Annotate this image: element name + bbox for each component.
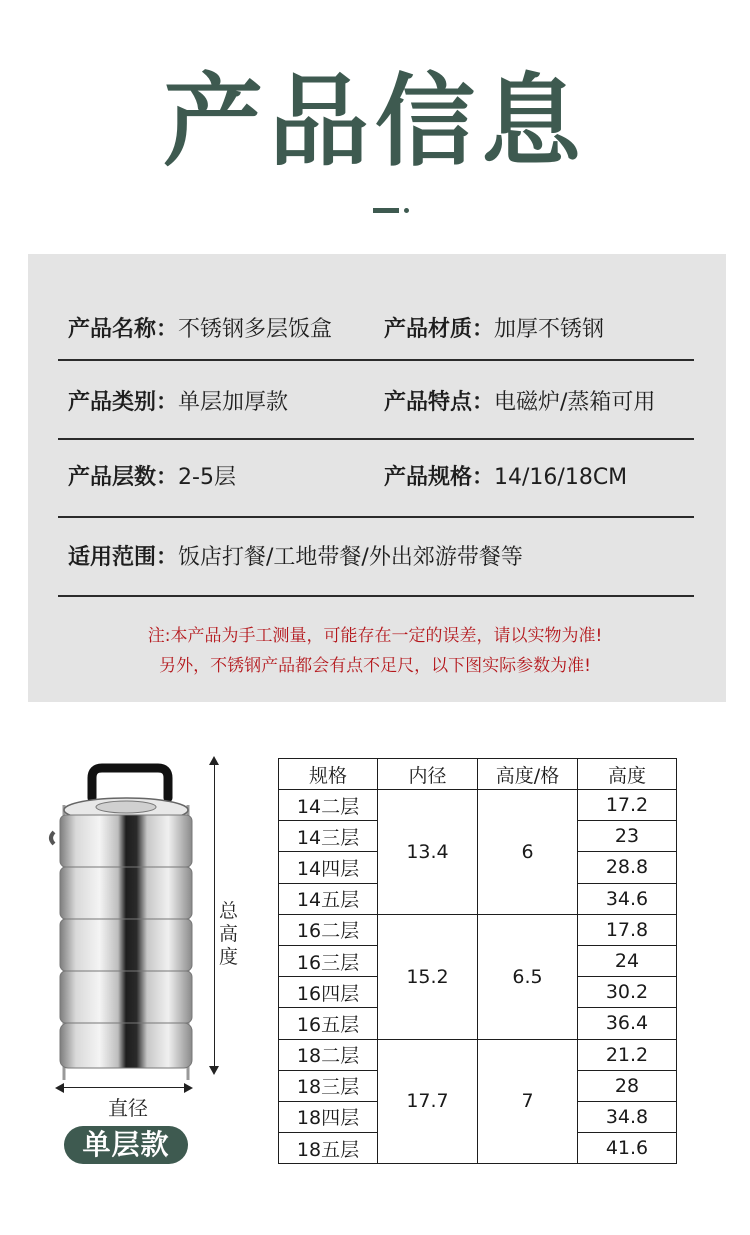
row-divider (58, 516, 694, 518)
info-value: 电磁炉/蒸箱可用 (494, 390, 656, 415)
height-cell: 17.8 (578, 914, 677, 945)
info-value: 单层加厚款 (178, 390, 289, 415)
inner-diameter-cell: 17.7 (378, 1039, 478, 1164)
height-cell: 41.6 (578, 1133, 677, 1164)
table-row (279, 914, 677, 945)
info-item-name (68, 315, 332, 345)
title-divider (373, 208, 399, 213)
row-divider (58, 595, 694, 597)
layer-height-cell: 6 (478, 790, 578, 915)
info-label: 产品层数： (68, 465, 179, 490)
lunchbox-illustration (40, 760, 240, 1090)
height-cell: 21.2 (578, 1039, 677, 1070)
info-value: 2-5层 (178, 465, 236, 490)
spec-cell: 16三层 (279, 945, 378, 976)
height-dimension-line (214, 760, 215, 1070)
spec-cell: 14二层 (279, 790, 378, 821)
diameter-label: 直径 (108, 1096, 148, 1120)
height-cell: 28 (578, 1070, 677, 1101)
height-label: 总高度 (219, 900, 239, 968)
info-label: 产品类别： (68, 390, 179, 415)
row-divider (58, 438, 694, 440)
height-cell: 34.6 (578, 883, 677, 914)
table-header-row (279, 759, 677, 790)
spec-cell: 14四层 (279, 852, 378, 883)
info-value: 14/16/18CM (494, 465, 628, 490)
note-line: 另外，不锈钢产品都会有点不足尺，以下图实际参数为准! (159, 656, 591, 676)
spec-table (278, 758, 677, 1164)
spec-cell: 14五层 (279, 883, 378, 914)
column-header: 高度 (578, 759, 677, 790)
column-header: 高度/格 (478, 759, 578, 790)
column-header: 规格 (279, 759, 378, 790)
info-item-layers (68, 463, 236, 493)
info-label: 产品规格： (384, 465, 495, 490)
spec-cell: 16二层 (279, 914, 378, 945)
info-item-category (68, 388, 288, 418)
spec-cell: 14三层 (279, 821, 378, 852)
spec-cell: 18五层 (279, 1133, 378, 1164)
spec-cell: 16四层 (279, 977, 378, 1008)
diameter-dimension-line (58, 1087, 188, 1088)
info-item-features (384, 388, 655, 418)
variant-badge: 单层款 (64, 1126, 188, 1164)
layer-height-cell: 6.5 (478, 914, 578, 1039)
info-item-usage (68, 543, 523, 573)
height-cell: 24 (578, 945, 677, 976)
info-label: 适用范围： (68, 545, 179, 570)
info-label: 产品特点： (384, 390, 495, 415)
height-cell: 34.8 (578, 1101, 677, 1132)
arrow-up-icon (209, 756, 219, 765)
height-cell: 36.4 (578, 1008, 677, 1039)
height-cell: 28.8 (578, 852, 677, 883)
info-label: 产品材质： (384, 317, 495, 342)
spec-cell: 18三层 (279, 1070, 378, 1101)
info-value: 加厚不锈钢 (494, 317, 605, 342)
arrow-down-icon (209, 1066, 219, 1075)
spec-cell: 16五层 (279, 1008, 378, 1039)
height-cell: 30.2 (578, 977, 677, 1008)
row-divider (58, 359, 694, 361)
inner-diameter-cell: 15.2 (378, 914, 478, 1039)
table-row (279, 790, 677, 821)
layer-height-cell: 7 (478, 1039, 578, 1164)
height-cell: 17.2 (578, 790, 677, 821)
title-divider-dot (404, 208, 409, 213)
column-header: 内径 (378, 759, 478, 790)
height-cell: 23 (578, 821, 677, 852)
info-value: 饭店打餐/工地带餐/外出郊游带餐等 (178, 545, 523, 570)
table-row (279, 1039, 677, 1070)
info-value: 不锈钢多层饭盒 (178, 317, 333, 342)
note-line: 注:本产品为手工测量，可能存在一定的误差，请以实物为准! (147, 626, 603, 646)
info-item-size (384, 463, 627, 493)
page-title: 产品信息 (163, 63, 587, 180)
spec-cell: 18二层 (279, 1039, 378, 1070)
spec-cell: 18四层 (279, 1101, 378, 1132)
info-label: 产品名称： (68, 317, 179, 342)
inner-diameter-cell: 13.4 (378, 790, 478, 915)
info-item-material (384, 315, 604, 345)
